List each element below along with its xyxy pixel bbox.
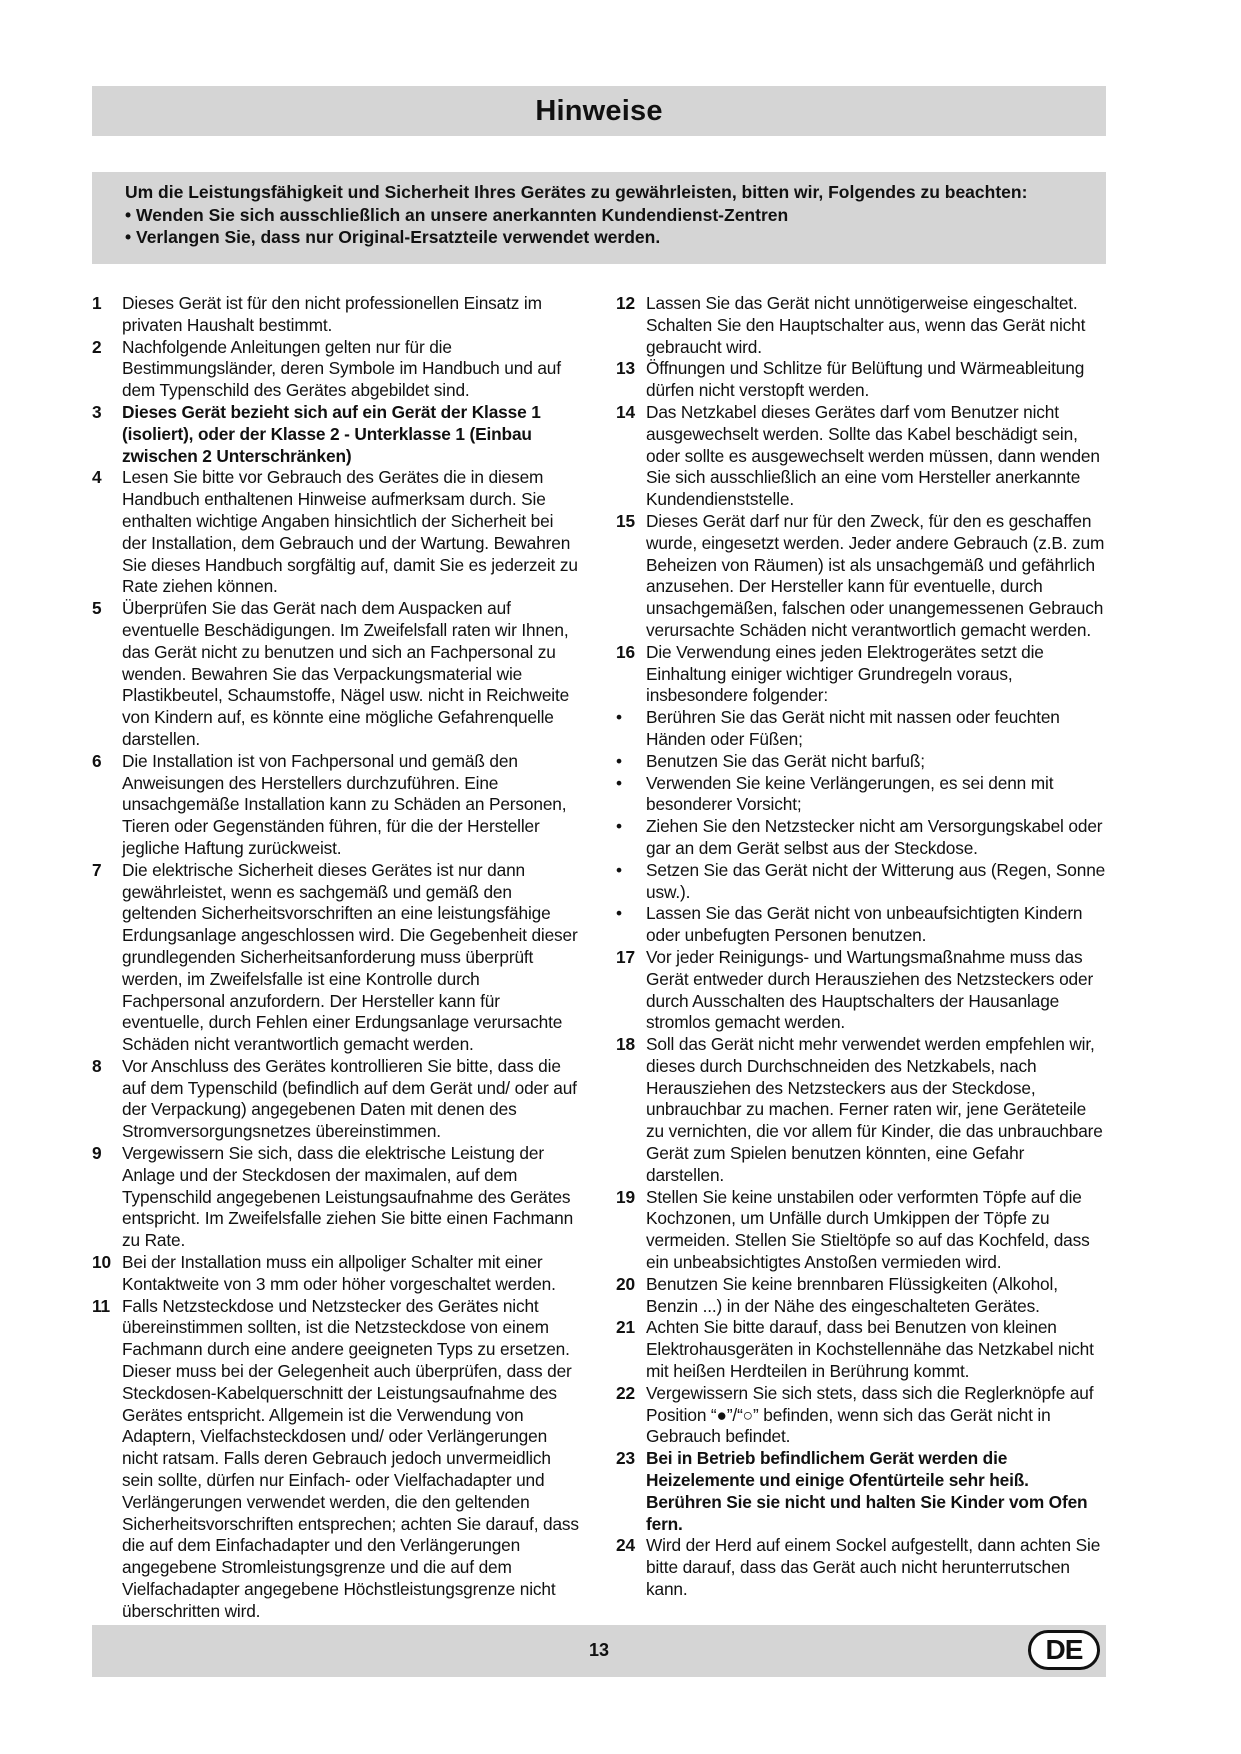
left-column [92, 293, 582, 1623]
item-number: 9 [92, 1143, 102, 1164]
item-text: Überprüfen Sie das Gerät nach dem Auspacken auf eventuelle Beschädigungen. Im Zweifelsfall raten wir Ihnen, das Gerät nicht zu benutzen und sich an Fachpersonal zu wenden. Bewahren Sie das Verpackungsmaterial wie Plastikbeutel, Schaumstoffe, Nägel usw. nicht in Reichweite von Kindern auf, es könnte eine mögliche Gefahrenquelle darstellen. [122, 598, 570, 749]
item-text: Achten Sie bitte darauf, dass bei Benutzen von kleinen Elektrohausgeräten in Kochstellennähe das Netzkabel nicht mit heißen Herdteilen in Berührung kommt. [646, 1317, 1094, 1382]
item-number: 16 [616, 641, 635, 662]
bullet-item [616, 903, 1106, 947]
list-item [92, 337, 582, 402]
item-text: Berühren Sie das Gerät nicht mit nassen oder feuchten Händen oder Füßen; [646, 707, 1060, 749]
item-number: 18 [616, 1034, 635, 1055]
notice-box [92, 172, 1106, 264]
list-item [92, 1252, 582, 1296]
list-item [616, 293, 1106, 358]
item-text: Ziehen Sie den Netzstecker nicht am Versorgungskabel oder gar an dem Gerät selbst aus der Steckdose. [646, 816, 1103, 858]
page-number: 13 [588, 1640, 610, 1660]
page-title: Hinweise [535, 94, 663, 127]
item-text: Dieses Gerät darf nur für den Zweck, für den es geschaffen wurde, eingesetzt werden. Jeder andere Gebrauch (z.B. zum Beheizen von Räumen) ist als unsachgemäß und gefährlich anzusehen. Der Hersteller kann für eventuelle, durch unsachgemäßen, falschen oder unangemessenen Gebrauch verursachte Schäden nicht verantwortlich gemacht werden. [646, 510, 1105, 640]
item-text: Bei der Installation muss ein allpoliger Schalter mit einer Kontaktweite von 3 mm oder höher vorgeschaltet werden. [122, 1252, 556, 1294]
list-item [92, 751, 582, 860]
item-text: Das Netzkabel dieses Gerätes darf vom Benutzer nicht ausgewechselt werden. Sollte das Kabel beschädigt sein, oder sollte es ausgewechselt werden müssen, dann wenden Sie sich ausschließlich an eine vom Hersteller anerkannte Kundendienststelle. [646, 401, 1100, 510]
list-item [616, 1383, 1106, 1448]
list-item [616, 947, 1106, 1034]
bullet-marker: • [616, 903, 622, 924]
list-item [92, 1143, 582, 1252]
bullet-marker: • [616, 859, 622, 880]
language-badge: DE [1028, 1630, 1100, 1670]
list-item [92, 467, 582, 598]
item-text: Die Installation ist von Fachpersonal und gemäß den Anweisungen des Herstellers durchzuführen. Eine unsachgemäße Installation kann zu Schäden an Personen, Tieren oder Gegenständen führen, für die der Hersteller jegliche Haftung zurückweist. [122, 750, 567, 858]
item-number: 10 [92, 1252, 111, 1273]
item-text: Soll das Gerät nicht mehr verwendet werden empfehlen wir, dieses durch Durchschneiden des Netzkabels, nach Herausziehen des Netzsteckers aus der Steckdose, unbrauchbar zu machen. Ferner raten wir, jene Geräteteile zu vernichten, die vor allem für Kinder, die das unbrauchbare Gerät zum Spielen benutzen könnten, eine Gefahr darstellen. [646, 1034, 1103, 1185]
list-item [616, 1448, 1106, 1535]
item-number: 1 [92, 293, 102, 313]
list-item [616, 1535, 1106, 1600]
item-text: Dieses Gerät bezieht sich auf ein Gerät der Klasse 1 (isoliert), oder der Klasse 2 - Unterklasse 1 (Einbau zwischen 2 Unterschränken) [122, 401, 541, 466]
bullet-marker: • [616, 816, 622, 837]
item-text: Setzen Sie das Gerät nicht der Witterung aus (Regen, Sonne usw.). [646, 859, 1106, 902]
item-number: 6 [92, 750, 102, 771]
item-number: 13 [616, 358, 635, 379]
bullet-marker: • [616, 772, 622, 793]
list-item [92, 402, 582, 467]
bullet-item [616, 860, 1106, 904]
item-text: Öffnungen und Schlitze für Belüftung und Wärmeableitung dürfen nicht verstopft werden. [646, 358, 1085, 401]
item-text: Nachfolgende Anleitungen gelten nur für die Bestimmungsländer, deren Symbole im Handbuch und auf dem Typenschild des Gerätes abgebildet sind. [122, 336, 561, 401]
list-item [92, 1296, 582, 1623]
item-number: 7 [92, 859, 102, 880]
item-number: 5 [92, 598, 102, 619]
list-item [616, 1187, 1106, 1274]
item-text: Die elektrische Sicherheit dieses Gerätes ist nur dann gewährleistet, wenn es sachgemäß und gemäß den geltenden Sicherheitsvorschriften an eine leistungsfähige Erdungsanlage angeschlossen wird. Die Gegebenheit dieser grundlegenden Sicherheitsanforderung muss überprüft werden, im Zweifelsfalle ist eine Kontrolle durch Fachpersonal anzufordern. Der Hersteller kann für eventuelle, durch Fehlen einer Erdungsanlage verursachte Schäden nicht verantwortlich gemacht werden. [122, 859, 578, 1055]
list-item [616, 1317, 1106, 1382]
item-text: Wird der Herd auf einem Sockel aufgestellt, dann achten Sie bitte darauf, dass das Gerät auch nicht herunterrutschen kann. [646, 1535, 1101, 1600]
item-number: 22 [616, 1382, 635, 1403]
footer-bar [92, 1625, 1106, 1677]
right-column [616, 293, 1106, 1601]
item-text: Benutzen Sie keine brennbaren Flüssigkeiten (Alkohol, Benzin ...) in der Nähe des eingeschalteten Gerätes. [646, 1273, 1058, 1316]
bullet-item [616, 707, 1106, 751]
list-item [616, 642, 1106, 707]
bullet-marker: • [616, 707, 622, 728]
bullet-marker: • [616, 750, 622, 771]
list-item [616, 358, 1106, 402]
item-number: 11 [92, 1295, 110, 1316]
item-number: 23 [616, 1448, 635, 1469]
item-number: 20 [616, 1273, 635, 1294]
item-number: 24 [616, 1535, 635, 1556]
item-number: 2 [92, 336, 102, 357]
item-text: Lassen Sie das Gerät nicht unnötigerweise eingeschaltet. Schalten Sie den Hauptschalter aus, wenn das Gerät nicht gebraucht wird. [646, 293, 1086, 357]
item-text: Lassen Sie das Gerät nicht von unbeaufsichtigten Kindern oder unbefugten Personen benutzen. [646, 903, 1083, 946]
item-number: 15 [616, 510, 635, 531]
notice-bullet: • Wenden Sie sich ausschließlich an unsere anerkannten Kundendienst-Zentren [125, 204, 789, 225]
item-number: 3 [92, 401, 102, 422]
item-text: Lesen Sie bitte vor Gebrauch des Gerätes die in diesem Handbuch enthaltenen Hinweise aufmerksam durch. Sie enthalten wichtige Angaben hinsichtlich der Sicherheit bei der Installation, dem Gebrauch und der Wartung. Bewahren Sie dieses Handbuch sorgfältig auf, damit Sie es jederzeit zu Rate ziehen können. [122, 467, 578, 597]
list-item [616, 1034, 1106, 1187]
item-text: Verwenden Sie keine Verlängerungen, es sei denn mit besonderer Vorsicht; [646, 772, 1054, 815]
item-number: 8 [92, 1055, 102, 1076]
list-item [616, 402, 1106, 511]
item-number: 4 [92, 467, 102, 488]
item-number: 14 [616, 401, 635, 422]
list-item [616, 1274, 1106, 1318]
item-number: 17 [616, 946, 635, 967]
item-text: Bei in Betrieb befindlichem Gerät werden die Heizelemente und einige Ofentürteile sehr heiß. Berühren Sie sie nicht und halten Sie Kinder vom Ofen fern. [646, 1448, 1088, 1534]
page-title-bar [92, 86, 1106, 136]
item-text: Dieses Gerät ist für den nicht professionellen Einsatz im privaten Haushalt bestimmt. [122, 293, 542, 335]
item-number: 12 [616, 293, 635, 313]
bullet-item [616, 751, 1106, 773]
item-text: Die Verwendung eines jeden Elektrogerätes setzt die Einhaltung einiger wichtiger Grundregeln voraus, insbesondere folgender: [646, 641, 1044, 706]
list-item [92, 1056, 582, 1143]
item-text: Vor Anschluss des Gerätes kontrollieren Sie bitte, dass die auf dem Typenschild (befindlich auf dem Gerät und/ oder auf der Verpackung) angegebenen Daten mit denen des Stromversorgungsnetzes übereinstimmen. [122, 1055, 577, 1142]
item-number: 21 [616, 1317, 635, 1338]
list-item [92, 860, 582, 1056]
bullet-item [616, 773, 1106, 817]
item-text: Vergewissern Sie sich stets, dass sich die Reglerknöpfe auf Position “●”/“○” befinden, wenn sich das Gerät nicht in Gebrauch befindet. [646, 1382, 1094, 1447]
item-number: 19 [616, 1186, 635, 1207]
list-item [92, 598, 582, 751]
item-text: Stellen Sie keine unstabilen oder verformten Töpfe auf die Kochzonen, um Unfälle durch Umkippen der Töpfe zu vermeiden. Stellen Sie Stieltöpfe so auf das Kochfeld, dass ein unbeabsichtigtes Anstoßen vermieden wird. [646, 1186, 1090, 1273]
item-text: Benutzen Sie das Gerät nicht barfuß; [646, 750, 925, 771]
item-text: Vergewissern Sie sich, dass die elektrische Leistung der Anlage und der Steckdosen der maximalen, auf dem Typenschild angegebenen Leistungsaufnahme des Gerätes entspricht. Im Zweifelsfalle ziehen Sie bitte einen Fachmann zu Rate. [122, 1143, 574, 1251]
bullet-item [616, 816, 1106, 860]
item-text: Vor jeder Reinigungs- und Wartungsmaßnahme muss das Gerät entweder durch Herausziehen des Netzsteckers oder durch Ausschalten des Hauptschalters der Hausanlage stromlos gemacht werden. [646, 946, 1094, 1033]
notice-bullet: • Verlangen Sie, dass nur Original-Ersatzteile verwendet werden. [125, 227, 661, 247]
list-item [616, 511, 1106, 642]
list-item [92, 293, 582, 337]
notice-intro: Um die Leistungsfähigkeit und Sicherheit Ihres Gerätes zu gewährleisten, bitten wir, Folgendes zu beachten: [125, 182, 1028, 202]
item-text: Falls Netzsteckdose und Netzstecker des Gerätes nicht übereinstimmen sollten, ist die Netzsteckdose von einem Fachmann durch eine andere geeigneten Typs zu ersetzen. Dieser muss bei der Gelegenheit auch überprüfen, dass der Steckdosen-Kabelquerschnitt der Leistungsaufnahme des Gerätes entspricht. Allgemein ist die Verwendung von Adaptern, Vielfachsteckdosen und/ oder Verlängerungen nicht ratsam. Falls deren Gebrauch jedoch unvermeidlich sein sollte, dürfen nur Einfach- oder Vielfachadapter und Verlängerungen verwendet werden, die den geltenden Sicherheitsvorschriften entsprechen; achten Sie darauf, dass die auf dem Einfachadapter und den Verlängerungen angegebene Stromleistungsgrenze und die auf dem Vielfachadapter angegebene Höchstleistungsgrenze nicht überschritten wird. [122, 1295, 579, 1621]
